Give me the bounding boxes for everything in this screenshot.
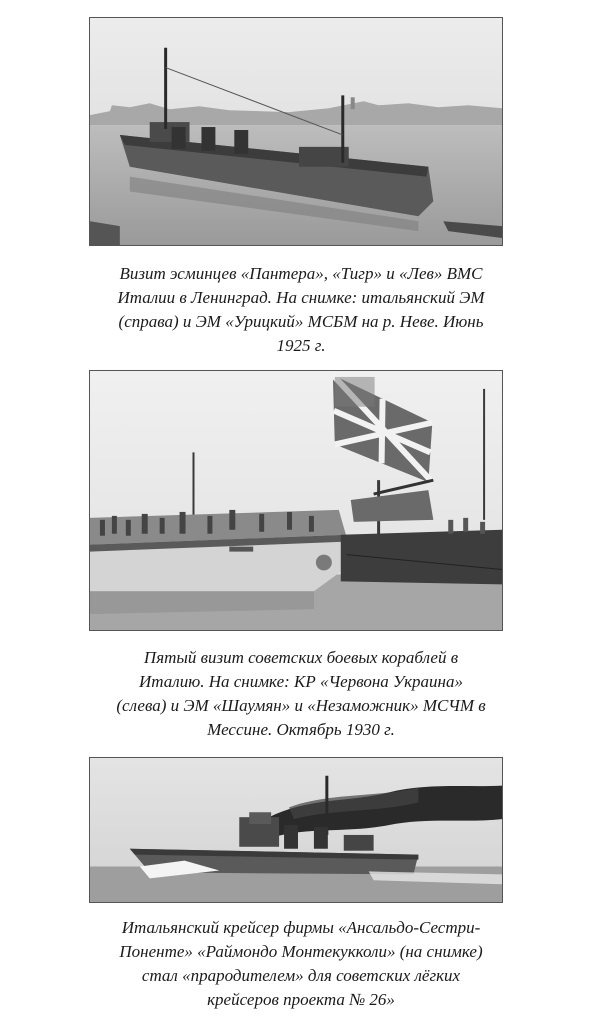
caption-line: Итальянский крейсер фирмы «Ансальдо-Сестри-: [121, 918, 481, 937]
caption-line: Поненте» «Раймондо Монтекукколи» (на снимке): [119, 942, 483, 961]
caption-line: (справа) и ЭМ «Урицкий» МСБМ на р. Неве. Июнь: [118, 312, 484, 331]
caption-line: 1925 г.: [276, 336, 326, 355]
destroyers-neva-image: [90, 18, 502, 245]
caption-line: Мессине. Октябрь 1930 г.: [207, 720, 395, 739]
italian-cruiser-image: [90, 758, 502, 902]
caption-line: крейсеров проекта № 26»: [207, 990, 395, 1009]
messina-ships-image: [90, 371, 502, 630]
caption-destroyers-neva: [70, 262, 532, 358]
caption-line: Визит эсминцев «Пантера», «Тигр» и «Лев» ВМС: [119, 264, 483, 283]
caption-line: Италии в Ленинград. На снимке: итальянский ЭМ: [117, 288, 485, 307]
caption-italian-cruiser: [70, 916, 532, 1012]
caption-line: стал «прародителем» для советских лёгких: [141, 966, 461, 985]
caption-messina-ships: [70, 646, 532, 742]
caption-line: Италию. На снимке: КР «Червона Украина»: [139, 672, 463, 691]
caption-line: Пятый визит советских боевых кораблей в: [143, 648, 459, 667]
photo-italian-cruiser: [89, 757, 503, 903]
photo-messina-ships: [89, 370, 503, 631]
caption-line: (слева) и ЭМ «Шаумян» и «Незаможник» МСЧМ в: [116, 696, 486, 715]
photo-destroyers-neva: [89, 17, 503, 246]
